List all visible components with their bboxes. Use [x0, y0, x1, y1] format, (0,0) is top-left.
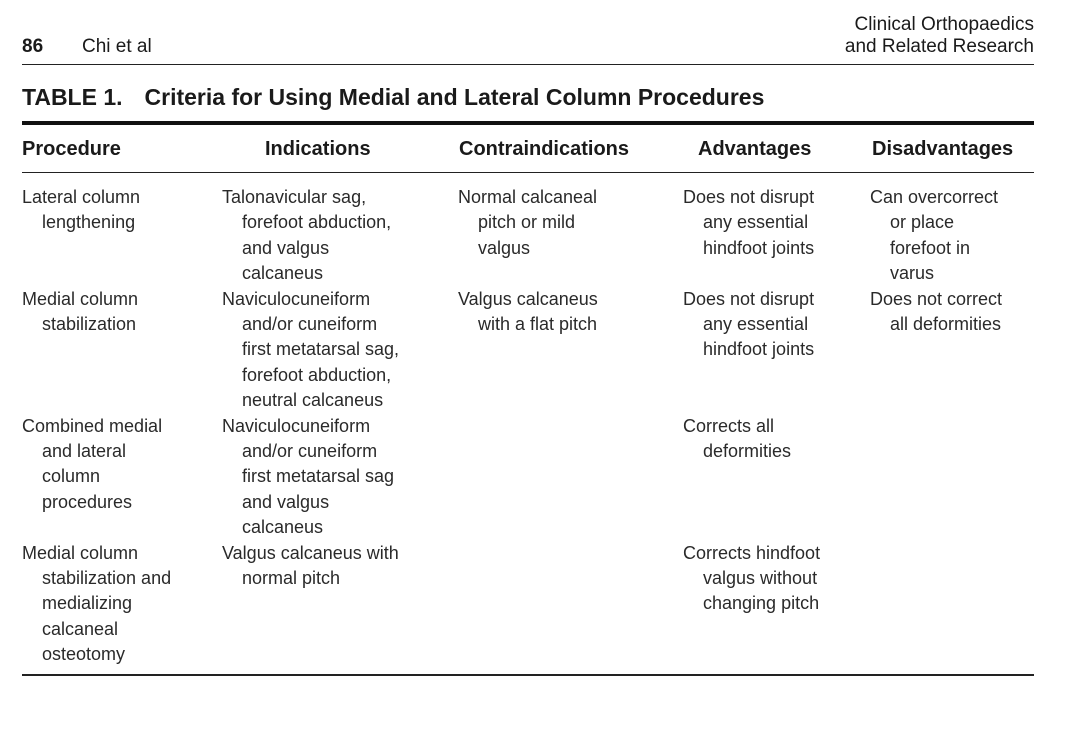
cell-text-line: and valgus: [242, 491, 330, 512]
page-number: 86: [22, 36, 44, 57]
table-cell-advantages: [683, 287, 814, 363]
cell-text-line: calcaneal: [42, 618, 119, 639]
table-caption: Criteria for Using Medial and Lateral Column Procedures: [144, 84, 765, 110]
table-cell-procedure: [22, 414, 162, 516]
cell-text-line: all deformities: [890, 314, 1002, 334]
table-cell-procedure: [22, 541, 171, 668]
cell-text-line: forefoot abduction,: [242, 364, 392, 385]
column-header-advantages: Advantages: [698, 138, 812, 160]
cell-text-line: first metatarsal sag: [242, 466, 395, 487]
column-header-procedure: Procedure: [22, 138, 121, 160]
column-header-disadvantages: Disadvantages: [872, 138, 1014, 160]
cell-text-line: Naviculocuneiform: [222, 415, 371, 436]
journal-name: [845, 14, 1034, 58]
table-header-rule: [22, 172, 1034, 173]
table-cell-procedure: [22, 287, 138, 338]
cell-text-line: Naviculocuneiform: [222, 288, 371, 309]
cell-text-line: Does not correct: [870, 288, 1003, 309]
cell-text-line: calcaneus: [242, 263, 324, 284]
cell-text-line: medializing: [42, 593, 133, 614]
journal-name-line: and Related Research: [844, 36, 1034, 57]
table-title: [22, 84, 764, 111]
cell-text-line: neutral calcaneus: [242, 390, 384, 411]
cell-text-line: Corrects all: [683, 415, 775, 436]
cell-text-line: valgus without: [703, 568, 818, 588]
table-cell-advantages: [683, 541, 820, 617]
cell-text-line: normal pitch: [242, 568, 341, 588]
cell-text-line: pitch or mild: [478, 212, 576, 233]
cell-text-line: Valgus calcaneus with: [222, 542, 399, 563]
journal-name-line: Clinical Orthopaedics: [854, 14, 1034, 35]
cell-text-line: any essential: [703, 314, 809, 334]
column-header-contraindications: Contraindications: [459, 138, 630, 160]
cell-text-line: and/or cuneiform: [242, 314, 378, 334]
table-cell-indications: [222, 541, 399, 592]
table-cell-advantages: [683, 414, 791, 465]
cell-text-line: forefoot abduction,: [242, 212, 392, 233]
cell-text-line: changing pitch: [703, 593, 820, 614]
cell-text-line: valgus: [478, 237, 531, 258]
table-cell-indications: [222, 185, 391, 287]
cell-text-line: hindfoot joints: [703, 339, 815, 360]
cell-text-line: Medial column: [22, 542, 139, 563]
cell-text-line: or place: [890, 212, 955, 233]
cell-text-line: and/or cuneiform: [242, 441, 378, 461]
cell-text-line: stabilization and: [42, 568, 172, 588]
cell-text-line: forefoot in: [890, 237, 971, 258]
cell-text-line: column: [42, 466, 101, 487]
cell-text-line: Medial column: [22, 288, 139, 309]
cell-text-line: varus: [890, 263, 935, 284]
table-label: TABLE 1.: [22, 84, 123, 110]
cell-text-line: and lateral: [42, 441, 127, 461]
cell-text-line: calcaneus: [242, 517, 324, 538]
cell-text-line: with a flat pitch: [478, 314, 598, 334]
cell-text-line: Corrects hindfoot: [683, 542, 821, 563]
running-header: [22, 14, 1034, 65]
cell-text-line: first metatarsal sag,: [242, 339, 400, 360]
cell-text-line: deformities: [703, 441, 792, 461]
table-cell-contraindications: [458, 287, 598, 338]
table-cell-contraindications: [458, 185, 597, 261]
table-cell-procedure: [22, 185, 140, 236]
running-author: Chi et al: [82, 36, 152, 57]
table-cell-advantages: [683, 185, 814, 261]
cell-text-line: stabilization: [42, 314, 137, 334]
cell-text-line: Talonavicular sag,: [222, 187, 367, 207]
table-bottom-rule: [22, 674, 1034, 676]
cell-text-line: Normal calcaneal: [458, 187, 598, 207]
cell-text-line: Combined medial: [22, 415, 163, 436]
cell-text-line: Valgus calcaneus: [458, 288, 598, 309]
cell-text-line: Does not disrupt: [683, 288, 815, 309]
cell-text-line: lengthening: [42, 212, 136, 233]
cell-text-line: Does not disrupt: [683, 187, 815, 207]
table-cell-disadvantages: [870, 185, 998, 287]
cell-text-line: and valgus: [242, 237, 330, 258]
cell-text-line: Can overcorrect: [870, 187, 999, 207]
cell-text-line: any essential: [703, 212, 809, 233]
table-cell-indications: [222, 287, 399, 414]
table-top-rule: [22, 121, 1034, 125]
cell-text-line: procedures: [42, 491, 133, 512]
cell-text-line: hindfoot joints: [703, 237, 815, 258]
cell-text-line: osteotomy: [42, 644, 126, 665]
table-cell-indications: [222, 414, 394, 541]
table-cell-disadvantages: [870, 287, 1002, 338]
cell-text-line: Lateral column: [22, 187, 141, 207]
column-header-indications: Indications: [265, 138, 371, 160]
